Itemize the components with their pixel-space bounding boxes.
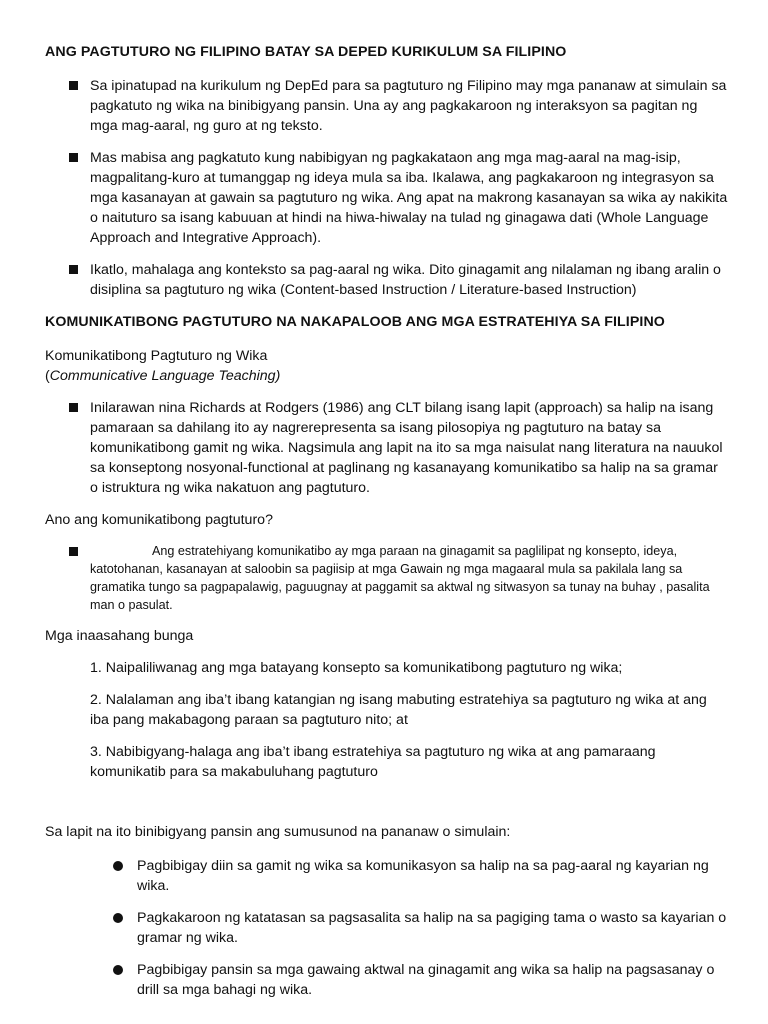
square-bullet-icon: [69, 403, 78, 412]
square-bullet-icon: [69, 265, 78, 274]
section-heading-komunikatibo: KOMUNIKATIBONG PAGTUTURO NA NAKAPALOOB ANG MGA ESTRATEHIYA SA FILIPINO: [45, 314, 665, 330]
list-item: [45, 398, 728, 498]
list-item: [45, 856, 728, 896]
list-item: [45, 542, 728, 614]
bullet-text: Inilarawan nina Richards at Rodgers (1986) ang CLT bilang isang lapit (approach) sa halip na isang pamaraan sa dahilang ito ay nagrerepresenta sa isang pilosopiya ng pagtuturo na batay sa komunikatibong gamit ng wika. Nagsimula ang lapit na ito sa mga naisulat nang literatura na nauukol sa konseptong nosyonal-functional at paglinang ng kasanayang komunikatibo sa halip na sa gramar o istruktura ng wika nakatuon ang pagtuturo.: [90, 400, 723, 496]
list-item: 3. Nabibigyang-halaga ang iba’t ibang estratehiya sa pagtuturo ng wika at ang pamaraang komunikatib para sa makabuluhang pagtuturo: [90, 744, 656, 780]
round-bullet-icon: [113, 861, 123, 871]
square-bullet-icon: [69, 547, 78, 556]
clt-bullet-list: [45, 398, 728, 498]
principle-text: Pagbibigay diin sa gamit ng wika sa komunikasyon sa halip na sa pag-aaral ng kayarian ng wika.: [137, 858, 709, 894]
list-item: [45, 908, 728, 948]
subtitle-paren: (: [45, 368, 50, 384]
list-item: [45, 148, 728, 248]
subtitle-en: Communicative Language Teaching): [49, 368, 281, 384]
section-heading-deped: ANG PAGTUTURO NG FILIPINO BATAY SA DEPED KURIKULUM SA FILIPINO: [45, 44, 567, 60]
question-text: Ano ang komunikatibong pagtuturo?: [45, 512, 273, 528]
list-item: 1. Naipaliliwanag ang mga batayang konsepto sa komunikatibong pagtuturo ng wika;: [90, 660, 623, 676]
principle-text: Pagbibigay pansin sa mga gawaing aktwal na ginagamit ang wika sa halip na pagsasanay o drill sa mga bahagi ng wika.: [137, 962, 715, 998]
principle-text: Pagkakaroon ng katatasan sa pagsasalita sa halip na sa pagiging tama o wasto sa kayarian o gramar ng wika.: [137, 910, 727, 946]
list-item: [45, 960, 728, 1000]
bullet-text: Sa ipinatupad na kurikulum ng DepEd para sa pagtuturo ng Filipino may mga pananaw at simulain sa pagkatuto ng wika na binibigyang pansin. Una ay ang pagkakaroon ng interaksyon sa pagitan ng mga mag-aaral, ng guro at ng teksto.: [90, 78, 727, 134]
bullet-text: Ikatlo, mahalaga ang konteksto sa pag-aaral ng wika. Dito ginagamit ang nilalaman ng ibang aralin o disiplina sa pagtuturo ng wika (Content-based Instruction / Literature-based Instruction): [90, 262, 721, 298]
subtitle: [45, 346, 728, 386]
answer-list: [45, 542, 728, 614]
list-item: [45, 260, 728, 300]
outcomes-title: Mga inaasahang bunga: [45, 628, 194, 644]
round-bullet-icon: [113, 913, 123, 923]
subtitle-tl: Komunikatibong Pagtuturo ng Wika: [45, 348, 268, 364]
principles-lead: Sa lapit na ito binibigyang pansin ang sumusunod na pananaw o simulain:: [45, 824, 511, 840]
principles-list: [45, 856, 728, 1000]
list-item: [45, 76, 728, 136]
list-item: 2. Nalalaman ang iba’t ibang katangian ng isang mabuting estratehiya sa pagtuturo ng wika at ang iba pang makabagong paraan sa pagtuturo nito; at: [90, 692, 707, 728]
round-bullet-icon: [113, 965, 123, 975]
deped-bullet-list: [45, 76, 728, 300]
bullet-text: Mas mabisa ang pagkatuto kung nabibigyan ng pagkakataon ang mga mag-aaral na mag-isip, magpalitang-kuro at tumanggap ng ideya mula sa iba. Ikalawa, ang pagkakaroon ng integrasyon sa mga kasanayan at gawain sa pagtuturo ng wika. Ang apat na makrong kasanayan sa wika ay nakikita o naituturo sa isang kabuuan at hindi na hiwa-hiwalay na tulad ng ginagawa dati (Whole Language Approach and Integrative Approach).: [90, 150, 728, 246]
outcomes-list: [45, 658, 728, 782]
square-bullet-icon: [69, 153, 78, 162]
answer-text: Ang estratehiyang komunikatibo ay mga paraan na ginagamit sa paglilipat ng konsepto, ideya, katotohanan, kasanayan at saloobin sa pagiisip at mga Gawain ng mga magaaral mula sa pakilala lang sa gramatika tungo sa pagpapalawig, paguugnay at paggamit sa aktwal ng sitwasyon sa tunay na buhay , pasalita man o pasulat.: [90, 544, 710, 612]
square-bullet-icon: [69, 81, 78, 90]
